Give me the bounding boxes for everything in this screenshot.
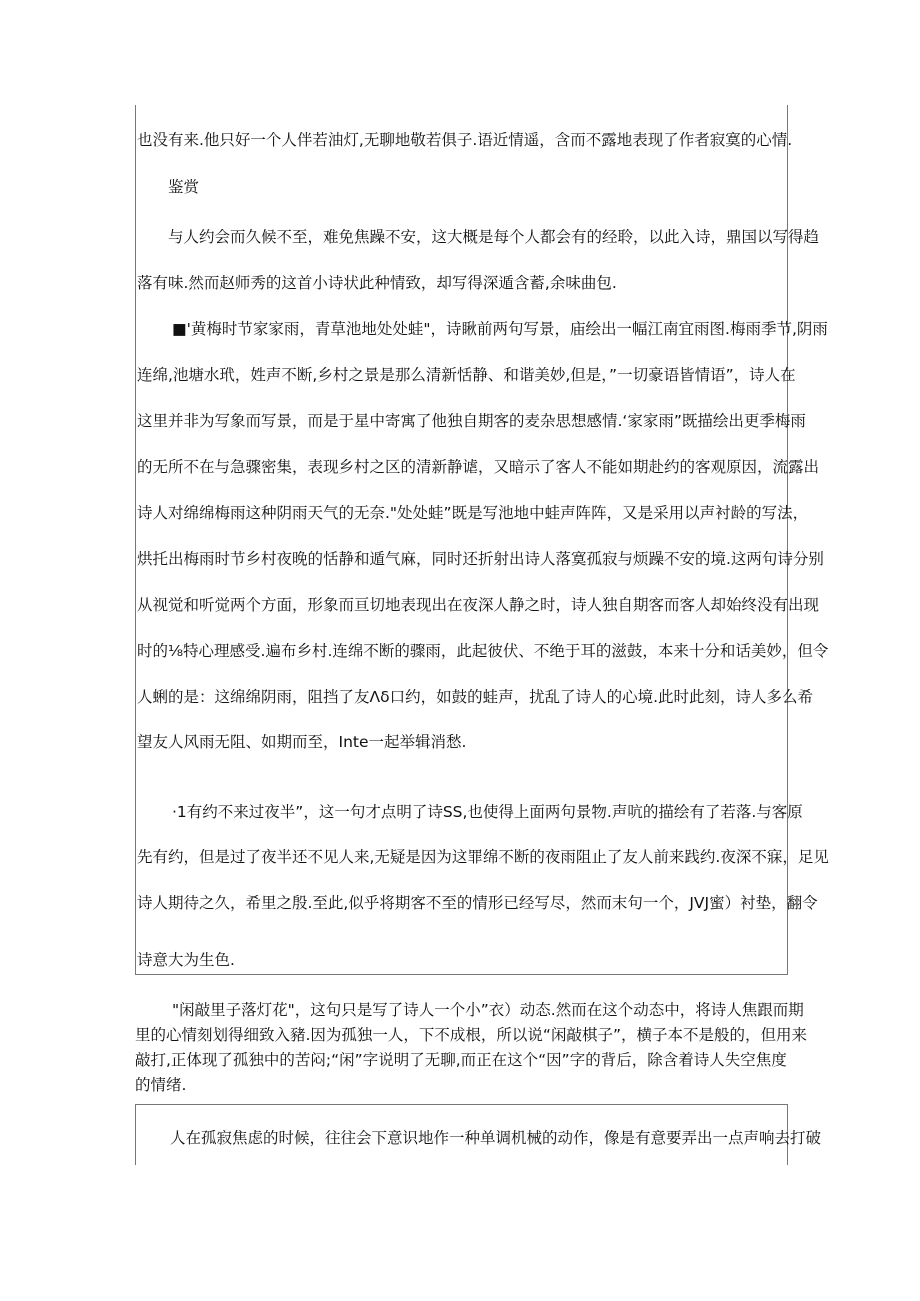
text-line: 也没有来.他只好一个人伴若油灯,无聊地敬若俱子.语近情遥，含而不露地表现了作者寂寞的心情. <box>137 131 793 149</box>
text-line: 里的心情刻划得细致入豬.因为孤独一人，下不成根，所以说“闲敲棋子”，横子本不是般的，但用来 <box>135 1026 807 1044</box>
text-line: 诗人期待之久，希里之殷.至此,似乎将期客不至的情形已经写尽，然而末句一个，JVJ蜜）衬垫，翻令 <box>137 894 818 912</box>
text-line: 敲打,正体现了孤独中的苦闷;“闲”字说明了无聊,而正在这个“因”字的背后，除含着诗人失空焦度 <box>135 1051 787 1069</box>
text-line: 时的⅛特心理感受.遍布乡村.连绵不断的骤雨，此起彼伏、不绝于耳的滋鼓，本来十分和话美妙，但令 <box>137 642 829 660</box>
section-heading: 鉴赏 <box>168 178 200 196</box>
text-line: 与人约会而久候不至，难免焦躁不安，这大概是每个人都会有的经聆，以此入诗，鼎国以写得趋 <box>168 228 820 246</box>
text-line: 人在孤寂焦虑的时候，往往会下意识地作一种单调机械的动作，像是有意要弄出一点声响去打破 <box>170 1129 822 1147</box>
text-line: "闲敲里子落灯花"，这句只是写了诗人一个小”衣）动态.然而在这个动态中，将诗人焦跟而期 <box>172 1001 804 1019</box>
text-line: 的情绪. <box>135 1076 187 1094</box>
text-line: 烘托出梅雨时节乡村夜晚的恬静和遁气麻，同时还折射出诗人落寞孤寂与烦躁不安的境.这两句诗分别 <box>137 550 824 568</box>
text-line: 先有约，但是过了夜半还不见人来,无疑是因为这罪绵不断的夜雨阻止了友人前来践约.夜深不寐，足见 <box>137 848 829 866</box>
text-line: 从视觉和听觉两个方面，形象而亘切地表现出在夜深人静之时，诗人独自期客而客人却始终没有出现 <box>137 596 820 614</box>
text-line: 这里并非为写象而写景，而是于星中寄寓了他独自期客的麦杂思想感情.‘家家雨”既描绘出更季梅雨 <box>137 412 806 430</box>
text-line: 人蜊的是：这绵绵阴雨，阻挡了友Λδ口约，如鼓的蛙声，扰乱了诗人的心境.此时此刻，诗人多么希 <box>137 688 814 706</box>
text-line: 诗人对绵绵梅雨这种阴雨天气的无奈."处处蛙”既是写池地中蛙声阵阵，又是采用以声衬龄的写法， <box>137 504 809 522</box>
text-line: 诗意大为生色. <box>137 951 235 969</box>
text-line: ■'黄梅时节家家雨，青草池地处处蛙"，诗瞅前两句写景，庙绘出一幅江南宜雨图.梅雨季节,阴雨 <box>172 320 828 338</box>
text-line: 望友人风雨无阻、如期而至，Inte一起举辑消愁. <box>137 733 467 751</box>
text-line: 的无所不在与急骤密集，表现乡村之区的清新静谑，又暗示了客人不能如期赴约的客观原因，流露出 <box>137 458 820 476</box>
text-line: 落有味.然而赵师秀的这首小诗状此种情致，却写得深遁含蓄,余味曲包. <box>137 274 617 292</box>
text-line: ·1有约不来过夜半”，这一句才点明了诗SS,也使得上面两句景物.声吭的描绘有了若落.与客原 <box>172 803 803 821</box>
text-line: 连绵,池塘水玳，姓声不断,乡村之景是那么清新恬静、和谐美妙,但是，”一切豪语皆情语”，诗人在 <box>137 366 796 384</box>
